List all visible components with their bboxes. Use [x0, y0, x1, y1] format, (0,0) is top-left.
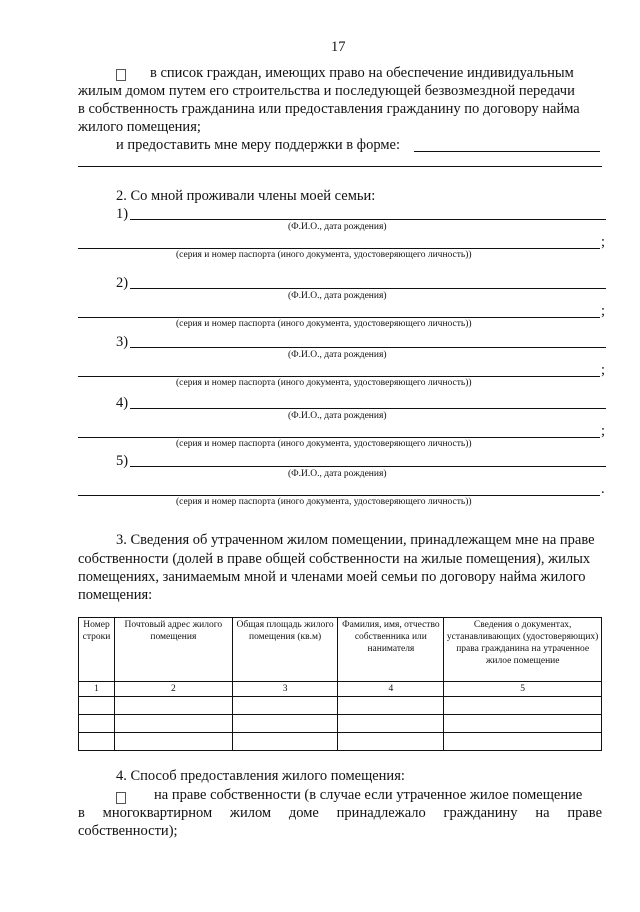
- family-member-name-line[interactable]: [130, 466, 606, 467]
- support-form-input-line-2[interactable]: [78, 166, 602, 167]
- passport-caption: (серия и номер паспорта (иного документа, удостоверяющего личность)): [176, 250, 472, 260]
- family-member-name-line[interactable]: [130, 347, 606, 348]
- family-member-name-line[interactable]: [130, 288, 606, 289]
- option-list-text-line2: жилым домом путем его строительства и последующей безвозмездной передачи: [78, 83, 575, 99]
- table-row[interactable]: [79, 733, 602, 751]
- family-member-number: 4): [116, 395, 129, 411]
- line-end-punctuation: ;: [601, 234, 606, 250]
- provision-method-heading: 4. Способ предоставления жилого помещения:: [116, 768, 405, 784]
- option-list-text: в список граждан, имеющих право на обеспечение индивидуальным: [150, 65, 574, 81]
- lost-housing-text-line4: помещения:: [78, 587, 153, 603]
- column-number: 4: [338, 682, 444, 697]
- family-member-name-line[interactable]: [130, 408, 606, 409]
- support-form-label: и предоставить мне меру поддержки в форме:: [116, 137, 401, 153]
- family-member-number: 5): [116, 453, 129, 469]
- header-row-number: Номер строки: [79, 618, 115, 682]
- family-member-passport-line[interactable]: [78, 376, 600, 377]
- lost-housing-text-line3: помещениях, занимаемым мной и членами моей семьи по договору найма жилого: [78, 569, 586, 585]
- passport-caption: (серия и номер паспорта (иного документа, удостоверяющего личность)): [176, 378, 472, 388]
- passport-caption: (серия и номер паспорта (иного документа, удостоверяющего личность)): [176, 319, 472, 329]
- support-form-input-line[interactable]: [414, 151, 600, 152]
- ownership-option-text: на праве собственности (в случае если утраченное жилое помещение: [154, 787, 583, 803]
- table-numbers-row: [79, 682, 602, 697]
- table-header-row: [79, 618, 602, 682]
- passport-caption: (серия и номер паспорта (иного документа, удостоверяющего личность)): [176, 439, 472, 449]
- family-member-number: 1): [116, 206, 129, 222]
- column-number: 2: [114, 682, 232, 697]
- name-caption: (Ф.И.О., дата рождения): [288, 222, 387, 232]
- line-end-punctuation: ;: [601, 362, 606, 378]
- family-member-passport-line[interactable]: [78, 317, 600, 318]
- line-end-punctuation: .: [601, 481, 605, 497]
- line-end-punctuation: ;: [601, 423, 606, 439]
- lost-housing-text-line2: собственности (долей в праве общей собственности на жилые помещения), жилых: [78, 551, 591, 567]
- ownership-option-text-line2: в многоквартирном жилом доме принадлежало гражданину на праве: [78, 805, 602, 821]
- column-number: 5: [444, 682, 602, 697]
- column-number: 3: [232, 682, 338, 697]
- option-list-text-line4: жилого помещения;: [78, 119, 201, 135]
- page-number: 17: [331, 39, 346, 55]
- name-caption: (Ф.И.О., дата рождения): [288, 350, 387, 360]
- header-owner-name: Фамилия, имя, отчество собственника или нанимателя: [338, 618, 444, 682]
- option-list-text-line3: в собственность гражданина или предоставления гражданину по договору найма: [78, 101, 580, 117]
- header-documents: Сведения о документах, устанавливающих (удостоверяющих) права гражданина на утраченное жилое помещение: [444, 618, 602, 682]
- family-members-heading: 2. Со мной проживали члены моей семьи:: [116, 188, 376, 204]
- family-member-passport-line[interactable]: [78, 437, 600, 438]
- family-member-number: 2): [116, 275, 129, 291]
- passport-caption: (серия и номер паспорта (иного документа, удостоверяющего личность)): [176, 497, 472, 507]
- lost-housing-table: [78, 617, 602, 751]
- ownership-option-text-line3: собственности);: [78, 823, 178, 839]
- name-caption: (Ф.И.О., дата рождения): [288, 469, 387, 479]
- table-row[interactable]: [79, 697, 602, 715]
- column-number: 1: [79, 682, 115, 697]
- family-member-number: 3): [116, 334, 129, 350]
- header-address: Почтовый адрес жилого помещения: [114, 618, 232, 682]
- lost-housing-heading: 3. Сведения об утраченном жилом помещении, принадлежащем мне на праве: [116, 532, 595, 548]
- name-caption: (Ф.И.О., дата рождения): [288, 291, 387, 301]
- table-row[interactable]: [79, 715, 602, 733]
- family-member-passport-line[interactable]: [78, 248, 600, 249]
- header-area: Общая площадь жилого помещения (кв.м): [232, 618, 338, 682]
- family-member-name-line[interactable]: [130, 219, 606, 220]
- line-end-punctuation: ;: [601, 303, 606, 319]
- name-caption: (Ф.И.О., дата рождения): [288, 411, 387, 421]
- family-member-passport-line[interactable]: [78, 495, 600, 496]
